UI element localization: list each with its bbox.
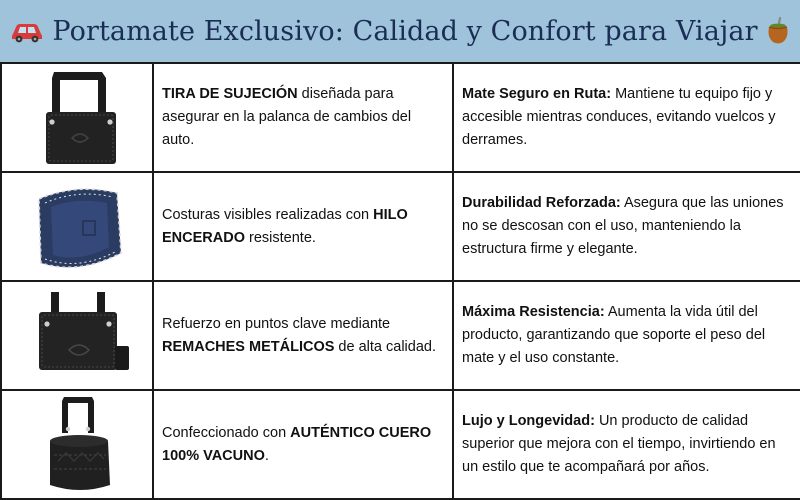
- benefit-cell: [453, 63, 800, 172]
- header-banner: [0, 0, 800, 62]
- feature-text-post: de alta calidad.: [334, 338, 436, 355]
- benefit-title: Durabilidad Reforzada:: [462, 195, 621, 211]
- table-row: [1, 63, 800, 172]
- benefit-cell: [453, 390, 800, 499]
- benefit-title: Máxima Resistencia:: [462, 304, 605, 320]
- benefit-text: Asegura que las uniones no se descosan con el uso, manteniendo la estructura firme y elegante.: [462, 195, 784, 257]
- feature-text-post: .: [264, 447, 269, 464]
- page-title: [10, 16, 789, 47]
- feature-text-pre: Refuerzo en puntos clave mediante: [162, 315, 391, 332]
- table-row: [1, 281, 800, 390]
- strap-holder-image: [22, 68, 132, 168]
- features-table: [0, 62, 800, 500]
- feature-text-pre: Costuras visibles realizadas con: [162, 206, 374, 223]
- benefit-text: Un producto de calidad superior que mejora con el tiempo, invirtiendo en un estilo que te acompañará por años.: [462, 413, 776, 475]
- benefit-text: Aumenta la vida útil del producto, garantizando que soporte el peso del mate y el uso constante.: [462, 304, 766, 366]
- feature-cell: [153, 172, 453, 281]
- table-row: [1, 390, 800, 499]
- benefit-title: Mate Seguro en Ruta:: [462, 86, 612, 102]
- benefit-cell: [453, 172, 800, 281]
- feature-cell: [153, 63, 453, 172]
- benefit-text: Mantiene tu equipo fijo y accesible mientras conduces, evitando vuelcos y derrames.: [462, 86, 776, 148]
- image-cell: [1, 172, 153, 281]
- feature-text-bold: HILO ENCERADO: [162, 206, 408, 246]
- stitched-cup-image: [17, 177, 137, 277]
- feature-text-bold: AUTÉNTICO CUERO 100% VACUNO: [162, 424, 432, 464]
- image-cell: [1, 63, 153, 172]
- feature-text-post: resistente.: [244, 229, 316, 246]
- car-icon: [10, 19, 44, 43]
- title-text: Portamate Exclusivo: Calidad y Confort para Viajar: [52, 15, 758, 47]
- feature-cell: [153, 281, 453, 390]
- feature-text-bold: REMACHES METÁLICOS: [162, 338, 335, 355]
- mate-gourd-icon: [766, 17, 790, 45]
- image-cell: [1, 390, 153, 499]
- image-cell: [1, 281, 153, 390]
- benefit-title: Lujo y Longevidad:: [462, 413, 595, 429]
- feature-text-pre: Confeccionado con: [162, 424, 291, 441]
- feature-cell: [153, 390, 453, 499]
- feature-text-bold: TIRA DE SUJECIÓN: [162, 86, 298, 102]
- table-row: [1, 172, 800, 281]
- rivets-holder-image: [17, 286, 137, 386]
- leather-holder-image: [22, 393, 132, 497]
- feature-text-post: diseñada para asegurar en la palanca de cambios del auto.: [162, 86, 412, 148]
- benefit-cell: [453, 281, 800, 390]
